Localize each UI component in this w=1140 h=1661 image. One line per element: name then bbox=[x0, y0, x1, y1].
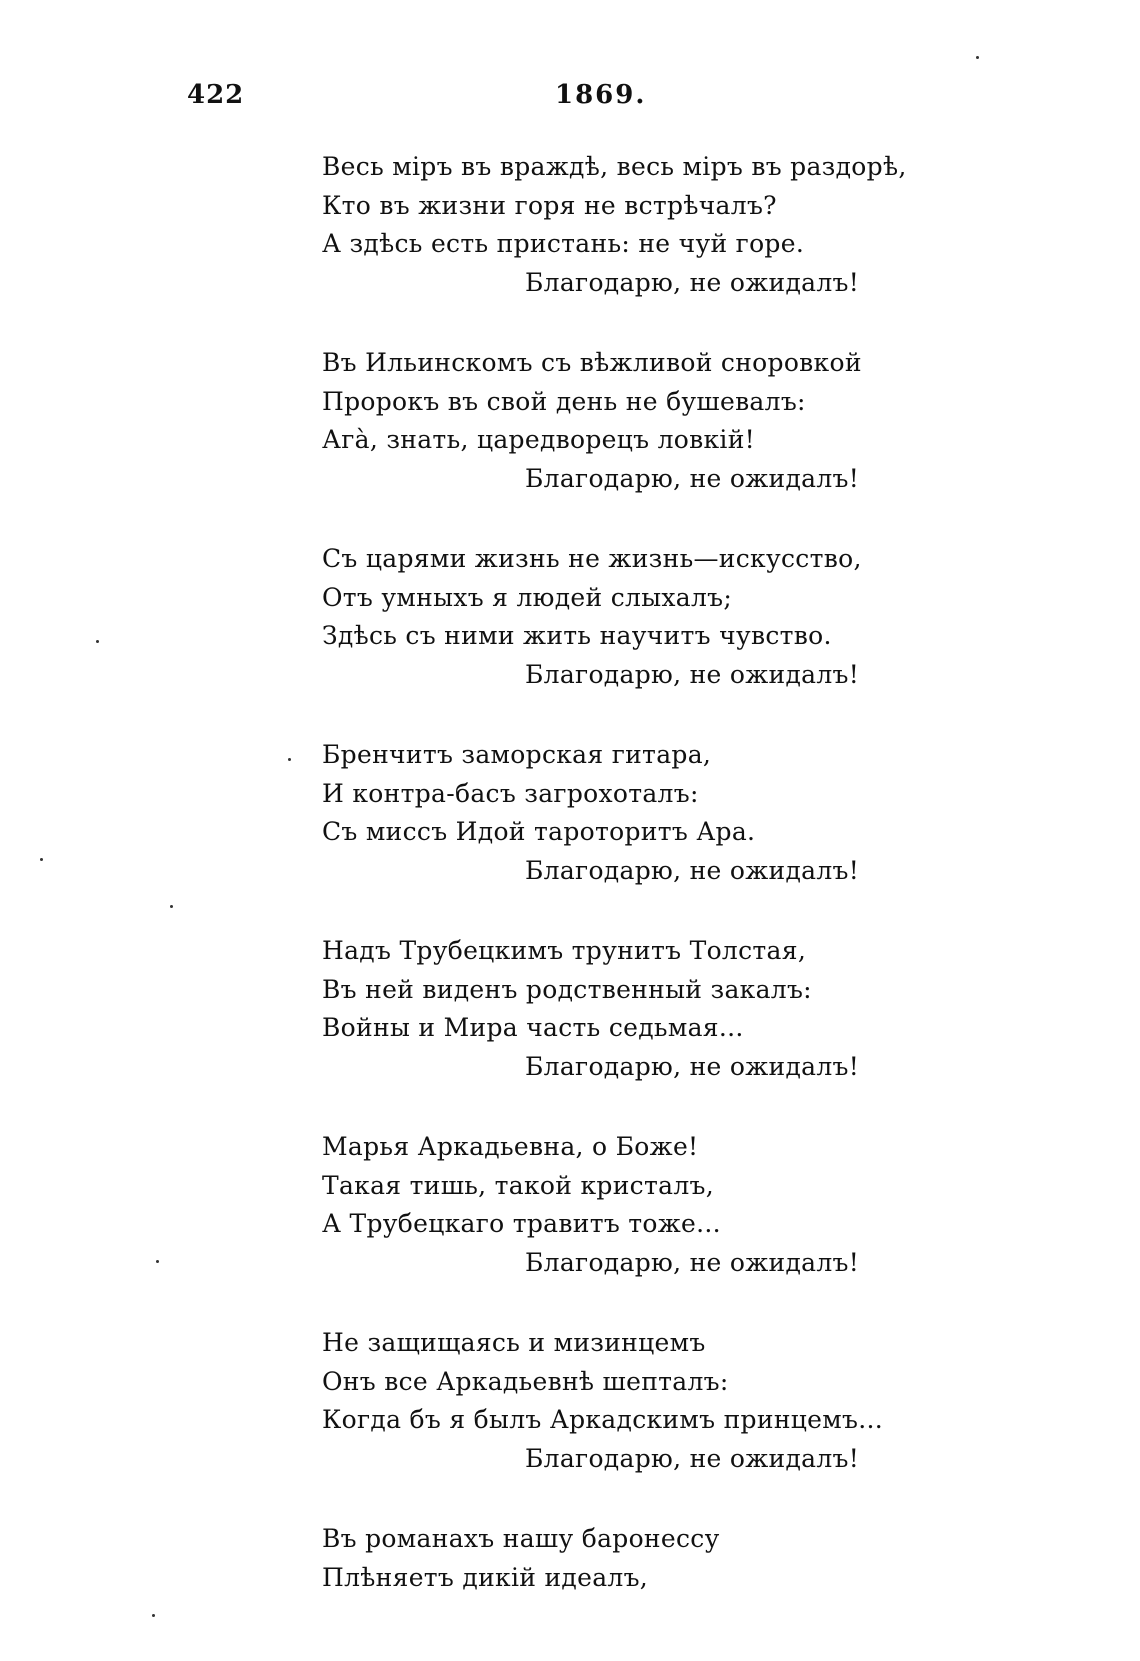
verse-line: Марья Аркадьевна, о Боже! bbox=[322, 1132, 699, 1161]
verse-line: Онъ все Аркадьевнѣ шепталъ: bbox=[322, 1366, 729, 1396]
refrain-line: Благодарю, не ожидалъ! bbox=[525, 1051, 860, 1081]
stanza-5 bbox=[322, 932, 942, 1086]
verse-line: Весь міръ въ враждѣ, весь міръ въ раздорѣ, bbox=[322, 152, 907, 181]
stanza-3 bbox=[322, 540, 942, 694]
verse-line: Здѣсь съ ними жить научитъ чувство. bbox=[322, 621, 832, 650]
verse-line: Надъ Трубецкимъ трунитъ Толстая, bbox=[322, 936, 807, 965]
running-head-year: 1869. bbox=[555, 80, 647, 110]
refrain-line: Благодарю, не ожидалъ! bbox=[525, 659, 860, 689]
verse-line: Плѣняетъ дикій идеалъ, bbox=[322, 1562, 649, 1592]
verse-line: И контра-басъ загрохоталъ: bbox=[322, 778, 699, 808]
stanza-6 bbox=[322, 1128, 942, 1282]
stanza-2 bbox=[322, 344, 942, 498]
poem bbox=[322, 148, 942, 1639]
scan-speck bbox=[170, 905, 173, 908]
scan-speck bbox=[40, 858, 43, 861]
scan-speck bbox=[976, 56, 979, 59]
verse-line: А здѣсь есть пристань: не чуй горе. bbox=[322, 229, 805, 258]
verse-line: Войны и Мира часть седьмая... bbox=[322, 1013, 744, 1042]
stanza-8 bbox=[322, 1520, 942, 1597]
page-number: 422 bbox=[187, 80, 245, 110]
verse-line: Не защищаясь и мизинцемъ bbox=[322, 1328, 706, 1357]
scan-speck bbox=[152, 1614, 155, 1617]
verse-line: Въ ней виденъ родственный закалъ: bbox=[322, 974, 812, 1004]
scan-speck bbox=[288, 758, 291, 761]
verse-line: Ага̀, знать, царедворецъ ловкій! bbox=[322, 425, 756, 454]
refrain-line: Благодарю, не ожидалъ! bbox=[525, 267, 860, 297]
verse-line: Съ царями жизнь не жизнь—искусство, bbox=[322, 544, 862, 573]
verse-line: Отъ умныхъ я людей слыхалъ; bbox=[322, 582, 733, 612]
stanza-7 bbox=[322, 1324, 942, 1478]
refrain-line: Благодарю, не ожидалъ! bbox=[525, 463, 860, 493]
stanza-4 bbox=[322, 736, 942, 890]
verse-line: Бренчитъ заморская гитара, bbox=[322, 740, 712, 769]
verse-line: Пророкъ въ свой день не бушевалъ: bbox=[322, 386, 806, 416]
verse-line: Такая тишь, такой кристалъ, bbox=[322, 1170, 714, 1200]
verse-line: Съ миссъ Идой тароторитъ Ара. bbox=[322, 817, 756, 846]
refrain-line: Благодарю, не ожидалъ! bbox=[525, 855, 860, 885]
refrain-line: Благодарю, не ожидалъ! bbox=[525, 1247, 860, 1277]
verse-line: Кто въ жизни горя не встрѣчалъ? bbox=[322, 190, 777, 220]
verse-line: Въ Ильинскомъ съ вѣжливой сноровкой bbox=[322, 348, 862, 377]
stanza-1 bbox=[322, 148, 942, 302]
verse-line: Когда бъ я былъ Аркадскимъ принцемъ... bbox=[322, 1405, 883, 1434]
scan-speck bbox=[96, 640, 99, 643]
verse-line: Въ романахъ нашу баронессу bbox=[322, 1524, 720, 1553]
verse-line: А Трубецкаго травитъ тоже... bbox=[322, 1209, 721, 1238]
scan-speck bbox=[156, 1260, 159, 1263]
refrain-line: Благодарю, не ожидалъ! bbox=[525, 1443, 860, 1473]
